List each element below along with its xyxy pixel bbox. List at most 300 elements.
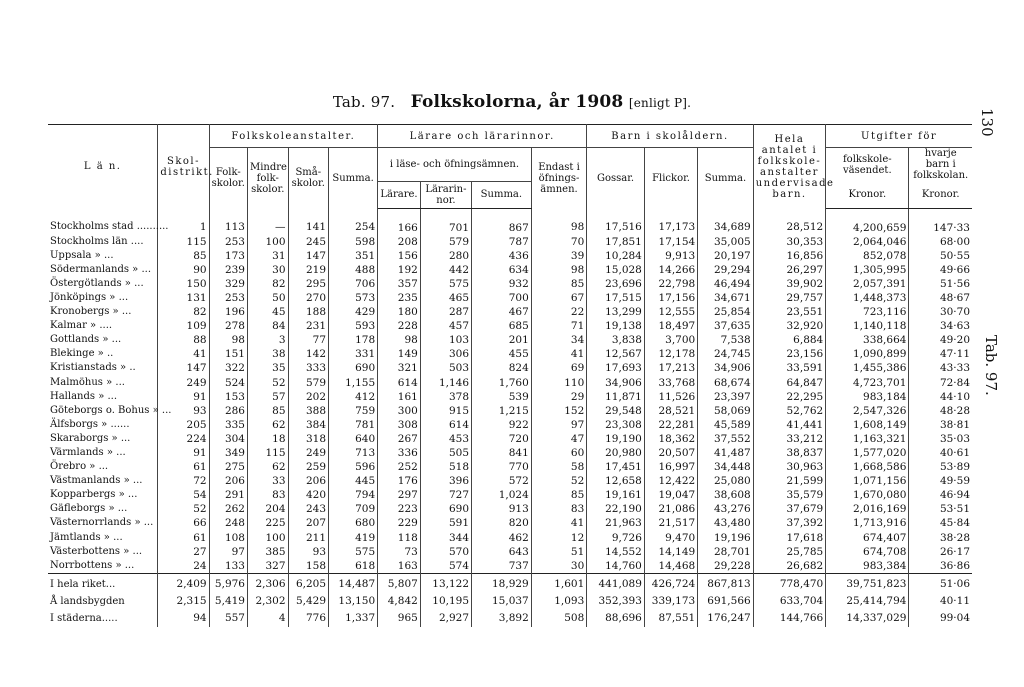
header-folkskolor: Folk-skolor.: [209, 148, 247, 209]
cell-gos: 17,515: [587, 291, 645, 305]
cell-bsum: 68,674: [698, 376, 753, 390]
table-row: [48, 235, 972, 249]
cell-sm: 388: [288, 404, 329, 418]
cell-sk: 27: [158, 545, 209, 559]
cell-fli: 21,086: [644, 502, 697, 516]
cell-bsum: 45,589: [698, 418, 753, 432]
cell-utg: 674,407: [826, 531, 909, 545]
cell-lrn: 442: [420, 263, 471, 277]
cell-lan: Västmanlands » ...: [48, 474, 158, 488]
cell-fli: 16,997: [644, 460, 697, 474]
table-body: [48, 208, 972, 573]
cell-sm: 259: [288, 460, 329, 474]
cell-hela: 30,353: [753, 235, 826, 249]
cell-sm: 206: [288, 474, 329, 488]
cell-fs: 304: [209, 432, 247, 446]
cell-lsum: 737: [472, 559, 532, 574]
cell-sk: 2,409: [158, 573, 209, 593]
cell-bsum: 43,480: [698, 516, 753, 530]
cell-fs: 253: [209, 235, 247, 249]
cell-lrn: 103: [420, 333, 471, 347]
cell-lrn: 13,122: [420, 573, 471, 593]
header-skoldistrikt: Skol-distrikt.: [158, 125, 209, 209]
cell-bsum: 23,397: [698, 390, 753, 404]
header-hela-antalet: Hela antalet i folkskole-anstalter undervisade barn.: [753, 125, 826, 209]
cell-sm: 93: [288, 545, 329, 559]
cell-fli: 19,047: [644, 488, 697, 502]
cell-mfs: 31: [247, 249, 288, 263]
cell-lar: 229: [378, 516, 421, 530]
cell-fli: 22,281: [644, 418, 697, 432]
cell-utg: 674,708: [826, 545, 909, 559]
cell-sm: 5,429: [288, 593, 329, 610]
cell-lrn: 518: [420, 460, 471, 474]
cell-bsum: 34,448: [698, 460, 753, 474]
cell-utg: 4,200,659: [826, 208, 909, 235]
cell-gos: 10,284: [587, 249, 645, 263]
cell-lar: 235: [378, 291, 421, 305]
cell-gos: 15,028: [587, 263, 645, 277]
cell-sm: 295: [288, 277, 329, 291]
table-row: [48, 502, 972, 516]
cell-fs: 98: [209, 333, 247, 347]
table-row: [48, 263, 972, 277]
cell-lrn: 915: [420, 404, 471, 418]
cell-sm: 243: [288, 502, 329, 516]
cell-lrn: 280: [420, 249, 471, 263]
cell-end: 1,093: [531, 593, 587, 610]
header-mindre-folkskolor: Mindre folk-skolor.: [247, 148, 288, 209]
cell-sm: 202: [288, 390, 329, 404]
cell-fs: 5,419: [209, 593, 247, 610]
cell-end: 152: [531, 404, 587, 418]
header-endast-ofningsamnen: Endast i öfnings-ämnen.: [531, 148, 587, 209]
cell-lrn: 575: [420, 277, 471, 291]
cell-gos: 17,851: [587, 235, 645, 249]
cell-end: 67: [531, 291, 587, 305]
cell-lar: 357: [378, 277, 421, 291]
cell-gos: 21,963: [587, 516, 645, 530]
cell-sk: 150: [158, 277, 209, 291]
cell-utg: 983,184: [826, 390, 909, 404]
cell-sk: 94: [158, 610, 209, 627]
cell-sk: 85: [158, 249, 209, 263]
cell-end: 60: [531, 446, 587, 460]
cell-utg: 1,448,373: [826, 291, 909, 305]
cell-sk: 109: [158, 319, 209, 333]
cell-hvar: 48·67: [939, 291, 970, 304]
cell-lar: 252: [378, 460, 421, 474]
cell-sum: 254: [329, 208, 378, 235]
cell-sk: 24: [158, 559, 209, 574]
cell-gos: 23,696: [587, 277, 645, 291]
cell-fli: 22,798: [644, 277, 697, 291]
cell-lar: 321: [378, 361, 421, 375]
cell-sk: 1: [158, 208, 209, 235]
totals-row: [48, 610, 972, 627]
cell-gos: 88,696: [587, 610, 645, 627]
cell-gos: 441,089: [587, 573, 645, 593]
cell-sm: 579: [288, 376, 329, 390]
cell-lsum: 820: [472, 516, 532, 530]
table-row: [48, 208, 972, 235]
cell-utg: 1,071,156: [826, 474, 909, 488]
cell-utg: 1,670,080: [826, 488, 909, 502]
cell-hvar: 30·70: [939, 306, 970, 319]
title-note: [enligt P].: [628, 96, 692, 110]
cell-hvar: 46·94: [939, 489, 970, 502]
cell-bsum: 35,005: [698, 235, 753, 249]
cell-fli: 87,551: [644, 610, 697, 627]
cell-fs: 329: [209, 277, 247, 291]
cell-gos: 34,906: [587, 376, 645, 390]
header-hvarje-barn: hvarje barn i folkskolan.: [913, 148, 969, 181]
cell-lsum: 3,892: [472, 610, 532, 627]
cell-lrn: 344: [420, 531, 471, 545]
cell-sm: 77: [288, 333, 329, 347]
cell-hela: 23,156: [753, 347, 826, 361]
cell-hela: 633,704: [753, 593, 826, 610]
cell-mfs: 85: [247, 404, 288, 418]
cell-hvar: 51·06: [909, 573, 972, 593]
cell-mfs: 115: [247, 446, 288, 460]
cell-sk: 205: [158, 418, 209, 432]
cell-lrn: 306: [420, 347, 471, 361]
cell-fli: 12,422: [644, 474, 697, 488]
cell-utg: 1,608,149: [826, 418, 909, 432]
cell-bsum: 867,813: [698, 573, 753, 593]
cell-lsum: 867: [472, 208, 532, 235]
cell-sum: 1,155: [329, 376, 378, 390]
cell-sk: 91: [158, 446, 209, 460]
table-header: [48, 125, 972, 209]
cell-lan: Örebro » ...: [48, 460, 158, 474]
cell-bsum: 38,608: [698, 488, 753, 502]
cell-fli: 9,470: [644, 531, 697, 545]
header-smaskolor: Små-skolor.: [288, 148, 329, 209]
cell-sm: 420: [288, 488, 329, 502]
cell-fli: 12,178: [644, 347, 697, 361]
cell-mfs: 38: [247, 347, 288, 361]
cell-sum: 573: [329, 291, 378, 305]
cell-bsum: 24,745: [698, 347, 753, 361]
cell-lsum: 572: [472, 474, 532, 488]
cell-sm: 141: [288, 208, 329, 235]
cell-sum: 690: [329, 361, 378, 375]
cell-sk: 90: [158, 263, 209, 277]
cell-bsum: 41,487: [698, 446, 753, 460]
cell-fs: 278: [209, 319, 247, 333]
cell-sk: 2,315: [158, 593, 209, 610]
cell-sk: 61: [158, 460, 209, 474]
header-gossar: Gossar.: [587, 148, 645, 209]
totals-row: [48, 573, 972, 593]
cell-hvar: 49·66: [939, 263, 970, 276]
header-larare-och-lararinnor: Lärare och lärarinnor.: [378, 125, 587, 148]
cell-fs: 108: [209, 531, 247, 545]
cell-utg: 1,455,386: [826, 361, 909, 375]
cell-lrn: 574: [420, 559, 471, 574]
title-tab-number: Tab. 97.: [332, 93, 396, 111]
cell-hvar: 68·00: [939, 235, 970, 248]
cell-mfs: 33: [247, 474, 288, 488]
cell-mfs: 225: [247, 516, 288, 530]
cell-bsum: 46,494: [698, 277, 753, 291]
cell-sm: 207: [288, 516, 329, 530]
cell-lsum: 932: [472, 277, 532, 291]
cell-lan: Kalmar » ....: [48, 319, 158, 333]
cell-sm: 147: [288, 249, 329, 263]
cell-sk: 115: [158, 235, 209, 249]
cell-mfs: 100: [247, 531, 288, 545]
cell-fli: 17,154: [644, 235, 697, 249]
cell-hela: 29,757: [753, 291, 826, 305]
cell-gos: 13,299: [587, 305, 645, 319]
cell-hvar: 36·86: [939, 559, 970, 572]
cell-end: 22: [531, 305, 587, 319]
cell-sm: 249: [288, 446, 329, 460]
cell-lsum: 643: [472, 545, 532, 559]
cell-lsum: 700: [472, 291, 532, 305]
cell-mfs: 385: [247, 545, 288, 559]
cell-lan: Södermanlands » ...: [48, 263, 158, 277]
cell-hela: 17,618: [753, 531, 826, 545]
cell-lar: 161: [378, 390, 421, 404]
cell-hela: 37,392: [753, 516, 826, 530]
header-i-lase-och-ofningsamnen: i läse- och öfningsämnen.: [378, 148, 532, 182]
cell-lsum: 913: [472, 502, 532, 516]
cell-bsum: 25,854: [698, 305, 753, 319]
cell-sum: 488: [329, 263, 378, 277]
cell-mfs: 4: [247, 610, 288, 627]
cell-gos: 14,552: [587, 545, 645, 559]
cell-fli: 20,507: [644, 446, 697, 460]
cell-hvar: 40·11: [939, 594, 970, 607]
cell-sm: 211: [288, 531, 329, 545]
cell-utg: 2,547,326: [826, 404, 909, 418]
table-title: [0, 92, 1024, 112]
cell-lan: Hallands » ...: [48, 390, 158, 404]
cell-fli: 28,521: [644, 404, 697, 418]
cell-mfs: 83: [247, 488, 288, 502]
cell-lrn: 378: [420, 390, 471, 404]
cell-hela: 33,212: [753, 432, 826, 446]
cell-gos: 17,451: [587, 460, 645, 474]
cell-sm: 270: [288, 291, 329, 305]
cell-sum: 445: [329, 474, 378, 488]
cell-lan: Stockholms län ....: [48, 235, 158, 249]
cell-lar: 180: [378, 305, 421, 319]
table-row: [48, 432, 972, 446]
cell-lar: 73: [378, 545, 421, 559]
cell-sum: 429: [329, 305, 378, 319]
cell-lar: 156: [378, 249, 421, 263]
cell-hvar: 53·51: [939, 503, 970, 516]
cell-sm: 318: [288, 432, 329, 446]
cell-fli: 14,266: [644, 263, 697, 277]
cell-lrn: 690: [420, 502, 471, 516]
cell-end: 110: [531, 376, 587, 390]
cell-sk: 72: [158, 474, 209, 488]
cell-hela: 64,847: [753, 376, 826, 390]
cell-fli: 17,156: [644, 291, 697, 305]
cell-mfs: 35: [247, 361, 288, 375]
cell-lar: 176: [378, 474, 421, 488]
cell-hvar: 43·33: [939, 362, 970, 375]
cell-mfs: 62: [247, 460, 288, 474]
cell-end: 83: [531, 502, 587, 516]
cell-lsum: 720: [472, 432, 532, 446]
cell-hvar: 99·04: [939, 611, 970, 624]
cell-fs: 5,976: [209, 573, 247, 593]
cell-lsum: 539: [472, 390, 532, 404]
cell-gos: 22,190: [587, 502, 645, 516]
cell-lan: Skaraborgs » ...: [48, 432, 158, 446]
cell-fli: 14,468: [644, 559, 697, 574]
cell-hvar: 49·20: [939, 334, 970, 347]
cell-end: 98: [531, 263, 587, 277]
cell-sum: 618: [329, 559, 378, 574]
cell-sk: 147: [158, 361, 209, 375]
cell-end: 34: [531, 333, 587, 347]
cell-utg: 2,057,391: [826, 277, 909, 291]
cell-mfs: 45: [247, 305, 288, 319]
cell-fs: 322: [209, 361, 247, 375]
cell-sum: 598: [329, 235, 378, 249]
cell-utg: 14,337,029: [826, 610, 909, 627]
cell-sm: 384: [288, 418, 329, 432]
cell-hela: 6,884: [753, 333, 826, 347]
page-number: 130: [978, 108, 996, 137]
cell-mfs: 18: [247, 432, 288, 446]
cell-hela: 144,766: [753, 610, 826, 627]
cell-mfs: —: [247, 208, 288, 235]
cell-utg: 1,305,995: [826, 263, 909, 277]
cell-lar: 208: [378, 235, 421, 249]
cell-gos: 14,760: [587, 559, 645, 574]
cell-sum: 640: [329, 432, 378, 446]
cell-gos: 17,516: [587, 208, 645, 235]
cell-lsum: 634: [472, 263, 532, 277]
cell-sum: 178: [329, 333, 378, 347]
cell-fs: 253: [209, 291, 247, 305]
cell-lar: 118: [378, 531, 421, 545]
cell-lar: 98: [378, 333, 421, 347]
cell-lar: 300: [378, 404, 421, 418]
cell-mfs: 204: [247, 502, 288, 516]
cell-lsum: 455: [472, 347, 532, 361]
cell-mfs: 52: [247, 376, 288, 390]
cell-lar: 965: [378, 610, 421, 627]
cell-gos: 12,658: [587, 474, 645, 488]
cell-hela: 41,441: [753, 418, 826, 432]
cell-lan: Jämtlands » ...: [48, 531, 158, 545]
cell-bsum: 28,701: [698, 545, 753, 559]
folkskolor-table: [48, 124, 972, 627]
cell-hvar: 35·03: [939, 432, 970, 445]
cell-lar: 308: [378, 418, 421, 432]
cell-lsum: 922: [472, 418, 532, 432]
cell-utg: 852,078: [826, 249, 909, 263]
cell-hvar: 26·17: [939, 545, 970, 558]
cell-lar: 223: [378, 502, 421, 516]
cell-hvar: 51·56: [939, 277, 970, 290]
cell-sk: 61: [158, 531, 209, 545]
cell-sk: 82: [158, 305, 209, 319]
cell-end: 1,601: [531, 573, 587, 593]
table-row: [48, 488, 972, 502]
cell-hvar: 40·61: [939, 447, 970, 459]
cell-hela: 26,682: [753, 559, 826, 574]
cell-lar: 297: [378, 488, 421, 502]
cell-hela: 32,920: [753, 319, 826, 333]
cell-hela: 26,297: [753, 263, 826, 277]
cell-hela: 16,856: [753, 249, 826, 263]
cell-hvar: 72·84: [939, 376, 970, 389]
cell-sum: 706: [329, 277, 378, 291]
cell-sk: 66: [158, 516, 209, 530]
cell-hela: 23,551: [753, 305, 826, 319]
cell-sum: 14,487: [329, 573, 378, 593]
cell-end: 58: [531, 460, 587, 474]
cell-hvar: 48·28: [939, 404, 970, 417]
cell-sum: 412: [329, 390, 378, 404]
cell-lrn: 579: [420, 235, 471, 249]
cell-sum: 419: [329, 531, 378, 545]
header-lararinnor: Lärarin-nor.: [420, 181, 471, 208]
cell-fli: 18,362: [644, 432, 697, 446]
table-row: [48, 390, 972, 404]
cell-end: 85: [531, 488, 587, 502]
cell-sum: 13,150: [329, 593, 378, 610]
table-row: [48, 545, 972, 559]
cell-end: 41: [531, 347, 587, 361]
cell-hela: 33,591: [753, 361, 826, 375]
cell-lrn: 701: [420, 208, 471, 235]
cell-bsum: 691,566: [698, 593, 753, 610]
cell-gos: 19,138: [587, 319, 645, 333]
cell-lar: 5,807: [378, 573, 421, 593]
cell-bsum: 176,247: [698, 610, 753, 627]
cell-fli: 12,555: [644, 305, 697, 319]
cell-fs: 524: [209, 376, 247, 390]
cell-lrn: 505: [420, 446, 471, 460]
cell-hvar: 47·11: [939, 348, 970, 361]
table-row: [48, 305, 972, 319]
header-utgifter-for: Utgifter för: [826, 125, 972, 148]
cell-hela: 38,837: [753, 446, 826, 460]
cell-hela: 28,512: [753, 208, 826, 235]
cell-lar: 149: [378, 347, 421, 361]
cell-fs: 262: [209, 502, 247, 516]
cell-sm: 245: [288, 235, 329, 249]
cell-bsum: 20,197: [698, 249, 753, 263]
header-folkskolevasendet: folkskole-väsendet.: [826, 148, 909, 182]
cell-fli: 18,497: [644, 319, 697, 333]
cell-mfs: 84: [247, 319, 288, 333]
header-flickor: Flickor.: [644, 148, 697, 209]
cell-lan: I hela riket...: [48, 573, 158, 593]
cell-hvar: 44·10: [939, 390, 970, 403]
cell-end: 51: [531, 545, 587, 559]
cell-sk: 52: [158, 502, 209, 516]
cell-sk: 224: [158, 432, 209, 446]
cell-lsum: 15,037: [472, 593, 532, 610]
cell-gos: 19,190: [587, 432, 645, 446]
cell-utg: 1,140,118: [826, 319, 909, 333]
table-row: [48, 559, 972, 574]
cell-lrn: 570: [420, 545, 471, 559]
